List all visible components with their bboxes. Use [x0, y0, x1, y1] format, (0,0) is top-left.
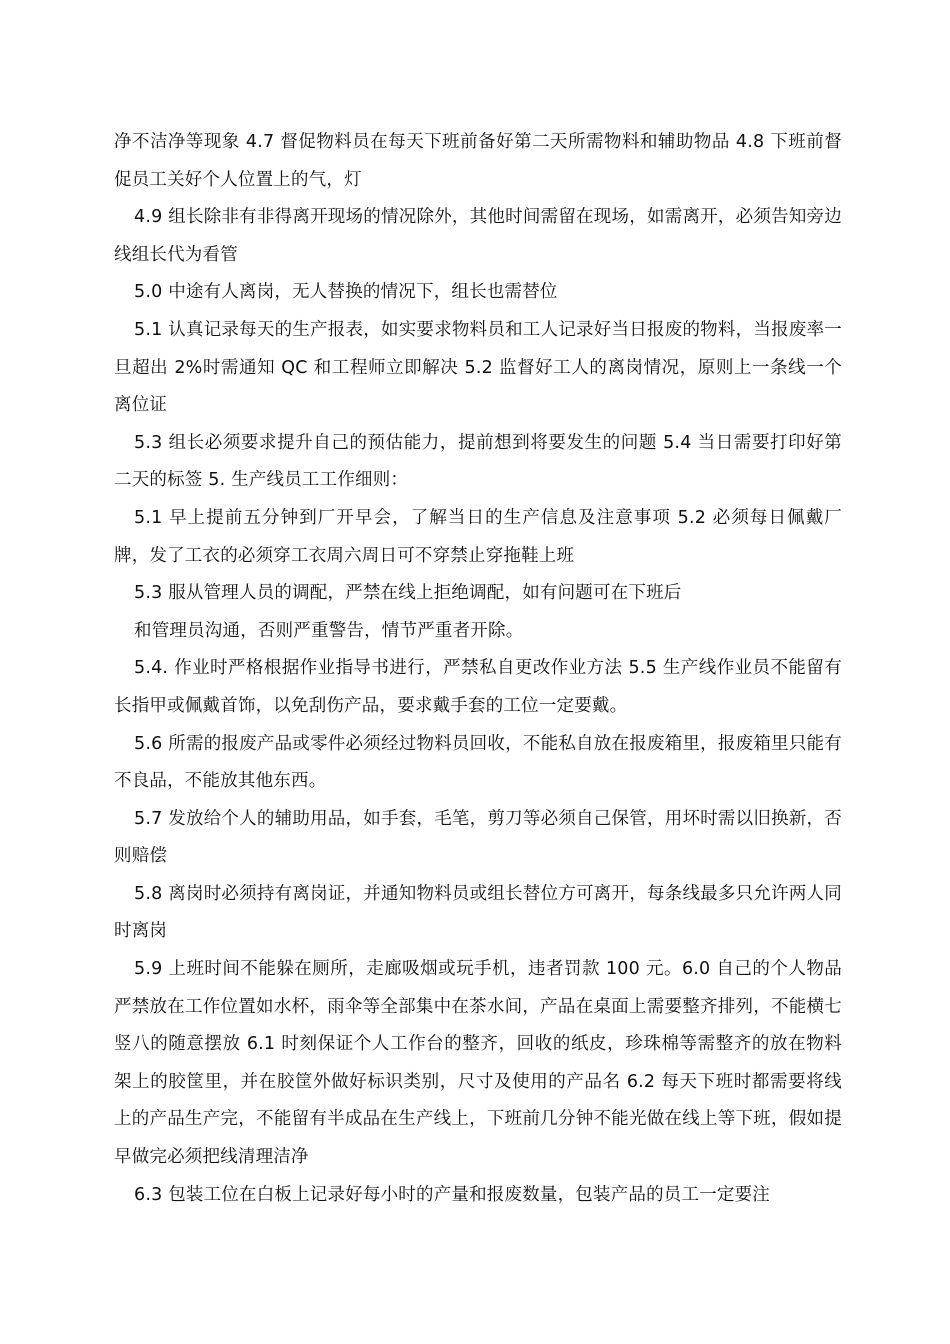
paragraph-3: 5.0 中途有人离岗，无人替换的情况下，组长也需替位 — [134, 282, 558, 303]
paragraph-9: 5.4. 作业时严格根据作业指导书进行，严禁私自更改作业方法 5.5 生产线作业员不能留有长指甲或佩戴首饰，以免刮伤产品，要求戴手套的工位一定要戴。 — [114, 658, 842, 716]
paragraph-14: 6.3 包装工位在白板上记录好每小时的产量和报废数量，包装产品的员工一定要注 — [134, 1184, 770, 1205]
paragraph-12: 5.8 离岗时必须持有离岗证，并通知物料员或组长替位方可离开，每条线最多只允许两人同时离岗 — [114, 883, 842, 942]
paragraph-6: 5.1 早上提前五分钟到厂开早会，了解当日的生产信息及注意事项 5.2 必须每日佩戴厂牌，发了工衣的必须穿工衣周六周日可不穿禁止穿拖鞋上班 — [114, 507, 842, 566]
paragraph-8: 和管理员沟通，否则严重警告，情节严重者开除。 — [134, 620, 524, 641]
paragraph-7: 5.3 服从管理人员的调配，严禁在线上拒绝调配，如有问题可在下班后 — [134, 583, 682, 604]
paragraph-4: 5.1 认真记录每天的生产报表，如实要求物料员和工人记录好当日报废的物料，当报废率一旦超出 2%时需通知 QC 和工程师立即解决 5.2 监督好工人的离岗情况，原则上一条线一个离位证 — [114, 319, 842, 416]
document-body — [114, 124, 842, 1214]
paragraph-2: 4.9 组长除非有非得离开现场的情况除外，其他时间需留在现场，如需离开，必须告知旁边线组长代为看管 — [114, 207, 842, 265]
paragraph-13: 5.9 上班时间不能躲在厕所，走廊吸烟或玩手机，违者罚款 100 元。6.0 自己的个人物品严禁放在工作位置如水杯，雨伞等全部集中在茶水间，产品在桌面上需要整齐排列，不能横七竖八的随意摆放 6.1 时刻保证个人工作台的整齐，回收的纸皮，珍珠棉等需整齐的放在物料架上的胶筐里，并在胶筐外做好标识类别，尺寸及使用的产品名 6.2 每天下班时都需要将线上的产品生产完，不能留有半成品在生产线上，下班前几分钟不能光做在线上等下班，假如提早做完必须把线清理洁净 — [114, 959, 842, 1168]
paragraph-1: 净不洁净等现象 4.7 督促物料员在每天下班前备好第二天所需物料和辅助物品 4.8 下班前督促员工关好个人位置上的气，灯 — [114, 132, 842, 190]
paragraph-11: 5.7 发放给个人的辅助用品，如手套，毛笔，剪刀等必须自己保管，用坏时需以旧换新，否则赔偿 — [114, 808, 842, 867]
paragraph-10: 5.6 所需的报废产品或零件必须经过物料员回收，不能私自放在报废箱里，报废箱里只能有不良品，不能放其他东西。 — [114, 733, 842, 792]
paragraph-5: 5.3 组长必须要求提升自己的预估能力，提前想到将要发生的问题 5.4 当日需要打印好第二天的标签 5. 生产线员工工作细则： — [114, 432, 842, 491]
